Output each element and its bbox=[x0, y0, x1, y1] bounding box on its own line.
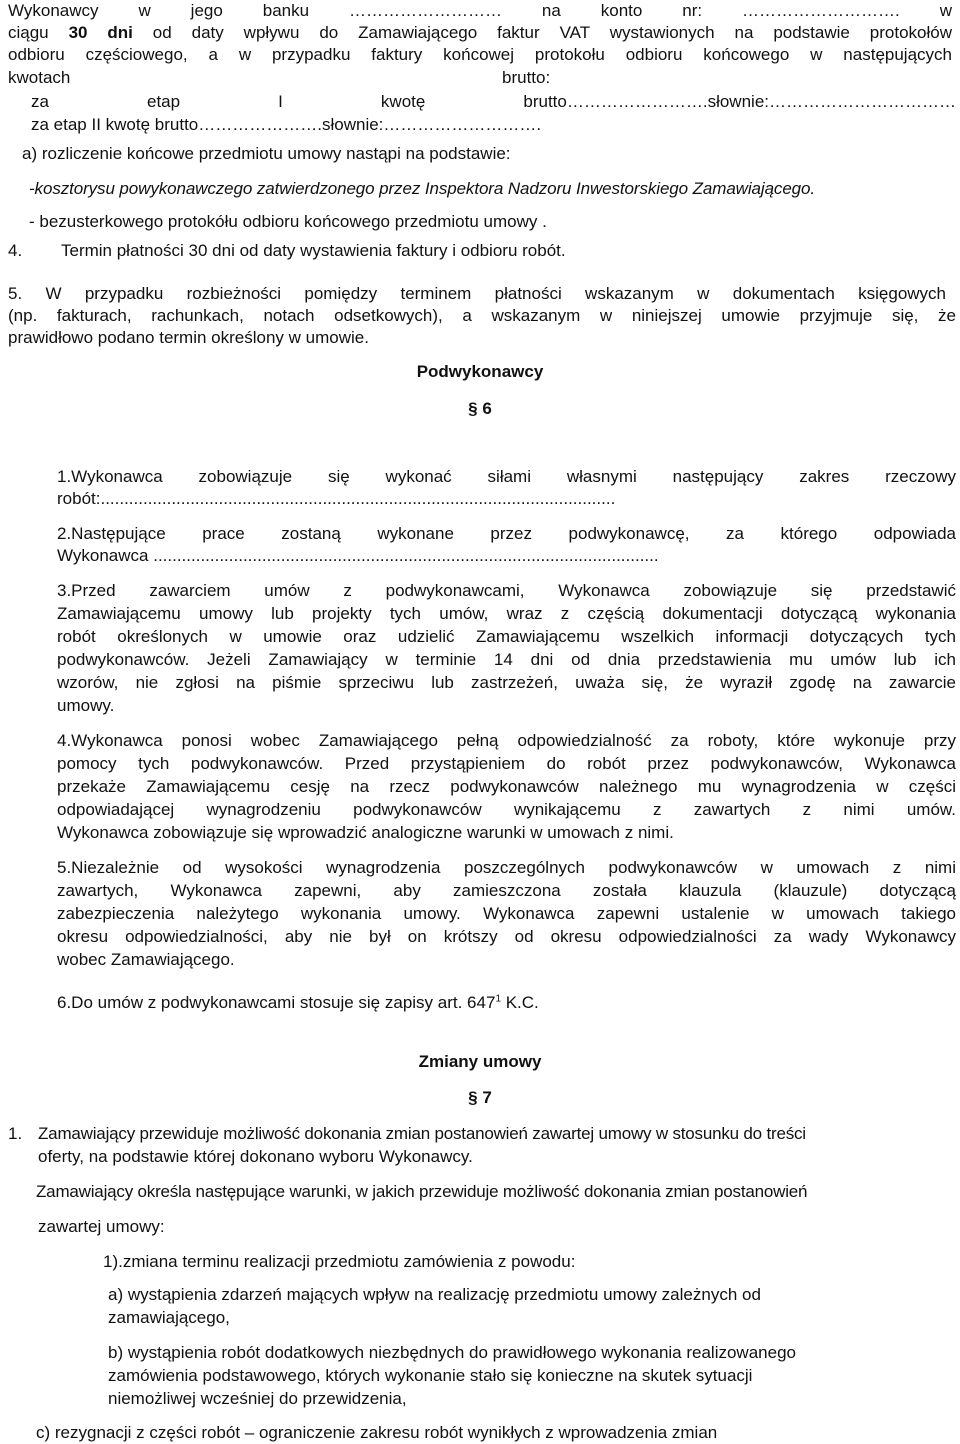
s6-item-4-line-5: Wykonawca zobowiązuje się wprowadzić analogiczne warunki w umowach z nimi. bbox=[57, 823, 674, 842]
s6-item-1-line-2: robót:............................................................................................................. bbox=[57, 489, 616, 508]
s6-item-3-line-2: Zamawiającemu umowy lub projekty tych umów, wraz z częścią dokumentacji dotyczącą wykonania bbox=[57, 604, 956, 623]
text-segment: K.C. bbox=[501, 993, 539, 1012]
amounts-label: kwotach bbox=[8, 68, 71, 87]
text-segment: 6.Do umów z podwykonawcami stosuje się zapisy art. 647 bbox=[57, 993, 496, 1012]
stage1-amount: za etap I kwotę brutto…………………….słownie:…………………………… bbox=[31, 92, 956, 111]
days-bold: 30 dni bbox=[68, 23, 133, 42]
s6-item-5-line-1: 5.Niezależnie od wysokości wynagrodzenia poszczególnych podwykonawców w umowach z nimi bbox=[57, 858, 956, 877]
s6-item-5-line-2: zawartych, Wykonawca zapewni, aby zamieszczona została klauzula (klauzule) dotyczącą bbox=[57, 881, 956, 900]
point-b-line-3: niemożliwej wcześniej do przewidzenia, bbox=[108, 1389, 407, 1408]
text-segment: ciągu bbox=[8, 23, 69, 42]
brutto-label: brutto: bbox=[502, 68, 551, 87]
conditions-line-2: zawartej umowy: bbox=[38, 1217, 165, 1236]
item-4-number: 4. bbox=[8, 241, 23, 260]
s6-item-4-line-3: przekaże Zamawiającemu cesję na rzecz podwykonawców należnego mu wynagrodzenia w części bbox=[57, 777, 956, 796]
s6-item-3-line-5: wzorów, nie zgłosi na piśmie sprzeciwu lub zastrzeżeń, uważa się, że wyraził zgodę na zawarcie bbox=[57, 673, 956, 692]
settlement-line: a) rozliczenie końcowe przedmiotu umowy nastąpi na podstawie: bbox=[22, 144, 511, 163]
conditions-line-1: Zamawiający określa następujące warunki, w jakich przewiduje możliwość dokonania zmian postanowień bbox=[36, 1182, 808, 1201]
payment-line-3: odbioru częściowego, a w przypadku faktury końcowej protokołu odbioru końcowego w następujących bbox=[8, 45, 952, 64]
protocol-line: - bezusterkowego protokółu odbioru końcowego przedmiotu umowy . bbox=[29, 212, 547, 231]
text-segment: od daty wpływu do Zamawiającego faktur VAT wystawionych na podstawie protokołów bbox=[132, 23, 952, 42]
s6-item-3-line-4: podwykonawców. Jeżeli Zamawiający w terminie 14 dni od dnia przedstawienia mu umów lub ich bbox=[57, 650, 956, 669]
s6-item-5-line-5: wobec Zamawiającego. bbox=[57, 950, 235, 969]
payment-line-1: Wykonawcy w jego banku ……………………… na konto nr: ………………………. w bbox=[8, 1, 952, 20]
superscript: 1 bbox=[495, 993, 501, 1005]
point-a-line-2: zamawiającego, bbox=[108, 1308, 230, 1327]
s6-item-4-line-4: odpowiadającej wynagrodzeniu podwykonawców wynikającemu z zawartych z nimi umów. bbox=[57, 800, 956, 819]
s6-item-6 bbox=[57, 992, 539, 1014]
s7-item-1-number: 1. bbox=[8, 1124, 23, 1143]
point-c-line-1: c) rezygnacji z części robót – ograniczenie zakresu robót wynikłych z wprowadzenia zmian bbox=[36, 1423, 718, 1442]
section-7-paragraph: § 7 bbox=[468, 1088, 492, 1107]
item-5-line-3: prawidłowo podano termin określony w umowie. bbox=[8, 328, 369, 347]
s6-item-2-line-2: Wykonawca ........................................................................................................... bbox=[57, 546, 659, 565]
s7-item-1-line-1: Zamawiający przewiduje możliwość dokonania zmian postanowień zawartej umowy w stosunku do treści bbox=[38, 1124, 806, 1143]
item-5-line-2: (np. fakturach, rachunkach, notach odsetkowych), a wskazanym w niniejszej umowie przyjmuje się, że bbox=[8, 306, 956, 325]
s6-item-3-line-6: umowy. bbox=[57, 696, 115, 715]
s6-item-2-line-1: 2.Następujące prace zostaną wykonane przez podwykonawcę, za którego odpowiada bbox=[57, 524, 956, 543]
s6-item-4-line-1: 4.Wykonawca ponosi wobec Zamawiającego pełną odpowiedzialność za roboty, które wykonuje przy bbox=[57, 731, 956, 750]
item-5-line-1: 5. W przypadku rozbieżności pomiędzy terminem płatności wskazanym w dokumentach księgowych bbox=[8, 284, 946, 303]
s6-item-3-line-3: robót określonych w umowie oraz udzielić Zamawiającemu wszelkich informacji dotyczących tych bbox=[57, 627, 956, 646]
item-4-text: Termin płatności 30 dni od daty wystawienia faktury i odbioru robót. bbox=[61, 241, 566, 260]
section-7-title: Zmiany umowy bbox=[418, 1052, 542, 1071]
s6-item-1-line-1: 1.Wykonawca zobowiązuje się wykonać siłami własnymi następujący zakres rzeczowy bbox=[57, 467, 956, 486]
section-6-paragraph: § 6 bbox=[468, 399, 492, 418]
subitem-1: 1).zmiana terminu realizacji przedmiotu zamówienia z powodu: bbox=[103, 1252, 576, 1271]
section-6-title: Podwykonawcy bbox=[416, 362, 544, 381]
s6-item-4-line-2: pomocy tych podwykonawców. Przed przystąpieniem do robót przez podwykonawców, Wykonawca bbox=[57, 754, 956, 773]
point-a-line-1: a) wystąpienia zdarzeń mających wpływ na realizację przedmiotu umowy zależnych od bbox=[108, 1285, 761, 1304]
estimate-line: -kosztorysu powykonawczego zatwierdzonego przez Inspektora Nadzoru Inwestorskiego Zamawiającego. bbox=[29, 179, 816, 198]
point-b-line-2: zamówienia podstawowego, których wykonanie stało się konieczne na skutek sytuacji bbox=[108, 1366, 753, 1385]
s6-item-3-line-1: 3.Przed zawarciem umów z podwykonawcami, Wykonawca zobowiązuje się przedstawić bbox=[57, 581, 956, 600]
stage2-amount: za etap II kwotę brutto………………….słownie:………………………. bbox=[31, 115, 542, 134]
s7-item-1-line-2: oferty, na podstawie której dokonano wyboru Wykonawcy. bbox=[38, 1147, 473, 1166]
point-b-line-1: b) wystąpienia robót dodatkowych niezbędnych do prawidłowego wykonania realizowanego bbox=[108, 1343, 796, 1362]
s6-item-5-line-4: okresu odpowiedzialności, aby nie był on krótszy od okresu odpowiedzialności za wady Wykonawcy bbox=[57, 927, 956, 946]
s6-item-5-line-3: zabezpieczenia należytego wykonania umowy. Wykonawca zapewni ustalenie w umowach takiego bbox=[57, 904, 956, 923]
payment-line-2 bbox=[8, 22, 952, 44]
